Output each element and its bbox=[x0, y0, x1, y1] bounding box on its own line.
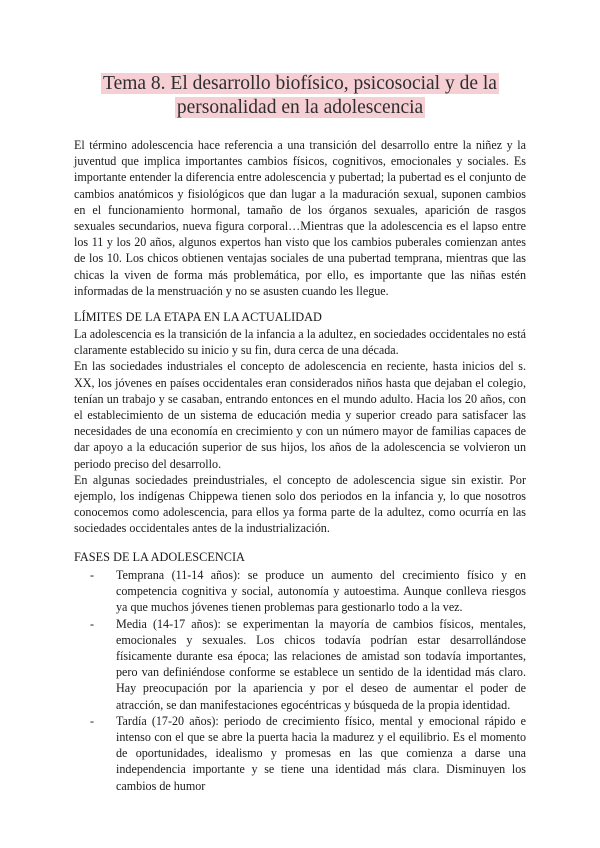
list-item bbox=[90, 567, 526, 616]
limites-paragraph-1: La adolescencia es la transición de la infancia a la adultez, en sociedades occidentales no está claramente establecido su inicio y su fin, dura cerca de una década. bbox=[74, 327, 526, 358]
bullet-dash: - bbox=[90, 568, 95, 582]
title-line-2: personalidad en la adolescencia bbox=[176, 97, 424, 118]
phase-text: Tardía (17-20 años): periodo de crecimiento físico, mental y emocional rápido e intenso con el que se abre la puerta hacia la madurez y el equilibrio. Es el momento de oportunidades, idealismo y promesas en las que comienza a darse una independencia importante y se tiene una identidad más clara. Disminuyen los cambios de humor bbox=[116, 713, 526, 793]
limites-paragraph-3: En algunas sociedades preindustriales, el concepto de adolescencia sigue sin existir. Por ejemplo, los indígenas Chippewa tienen solo dos periodos en la infancia y, lo que nosotros conocemos como adolescencia, para ellos ya forma parte de la adultez, como ocurría en las sociedades occidentales antes de la industrialización. bbox=[74, 472, 526, 536]
intro-paragraph: El término adolescencia hace referencia a una transición del desarrollo entre la niñez y la juventud que implica importantes cambios físicos, cognitivos, emocionales y sociales. Es importante entender la diferencia entre adolescencia y pubertad; la pubertad es el conjunto de cambios anatómicos y fisiológicos que dan lugar a la maduración sexual, suponen cambios en el funcionamiento hormonal, tamaño de los órganos sexuales, aparición de rasgos sexuales secundarios, nueva figura corporal…Mientras que la adolescencia es el lapso entre los 11 y los 20 años, algunos expertos han visto que los cambios puberales comienzan antes de los 10. Los chicos obtienen ventajas sociales de una pubertad temprana, mientras que las chicas la viven de forma más problemática, por ello, es importante que las niñas estén informadas de la menstruación y no se asusten cuando les llegue. bbox=[74, 138, 526, 298]
page-title bbox=[70, 72, 530, 120]
title-line-1: Tema 8. El desarrollo biofísico, psicosocial y de la bbox=[103, 73, 497, 94]
limites-paragraph-2: En las sociedades industriales el concepto de adolescencia en reciente, hasta inicios del s. XX, los jóvenes en países occidentales eran considerados niños hasta que dejaban el colegio, tenían un trabajo y se casaban, entrando entonces en el mundo adulto. Hacia los 20 años, con el establecimiento de un sistema de educación media y superior creado para satisfacer las necesidades de una economía en crecimiento y con un número mayor de familias capaces de dar apoyo a la educación superior de sus hijos, los años de la adolescencia se volvieron un periodo preciso del desarrollo. bbox=[74, 359, 526, 471]
bullet-dash: - bbox=[90, 616, 95, 631]
phases-list bbox=[90, 567, 526, 794]
list-item bbox=[90, 616, 526, 713]
section-heading-fases: FASES DE LA ADOLESCENCIA bbox=[74, 550, 245, 564]
section-heading-limites: LÍMITES DE LA ETAPA EN LA ACTUALIDAD bbox=[74, 310, 322, 324]
phase-text: Temprana (11-14 años): se produce un aumento del crecimiento físico y en competencia cognitiva y social, autonomía y autoestima. Aunque conlleva riesgos ya que muchos jóvenes tienen problemas para gestionarlo todo a la vez. bbox=[116, 568, 526, 615]
section-limites-body bbox=[74, 326, 526, 537]
phase-text: Media (14-17 años): se experimentan la mayoría de cambios físicos, mentales, emocionales y sexuales. Los chicos todavía podrían estar desarrollándose físicamente durante esa época; las relaciones de amistad son todavía importantes, pero van definiéndose conforme se establece un sentido de la identidad más claro. Hay preocupación por la apariencia y por el deseo de aumentar el poder de atracción, se dan manifestaciones egocéntricas y búsqueda de la propia identidad. bbox=[116, 616, 526, 712]
bullet-dash: - bbox=[90, 713, 95, 728]
list-item bbox=[90, 713, 526, 794]
